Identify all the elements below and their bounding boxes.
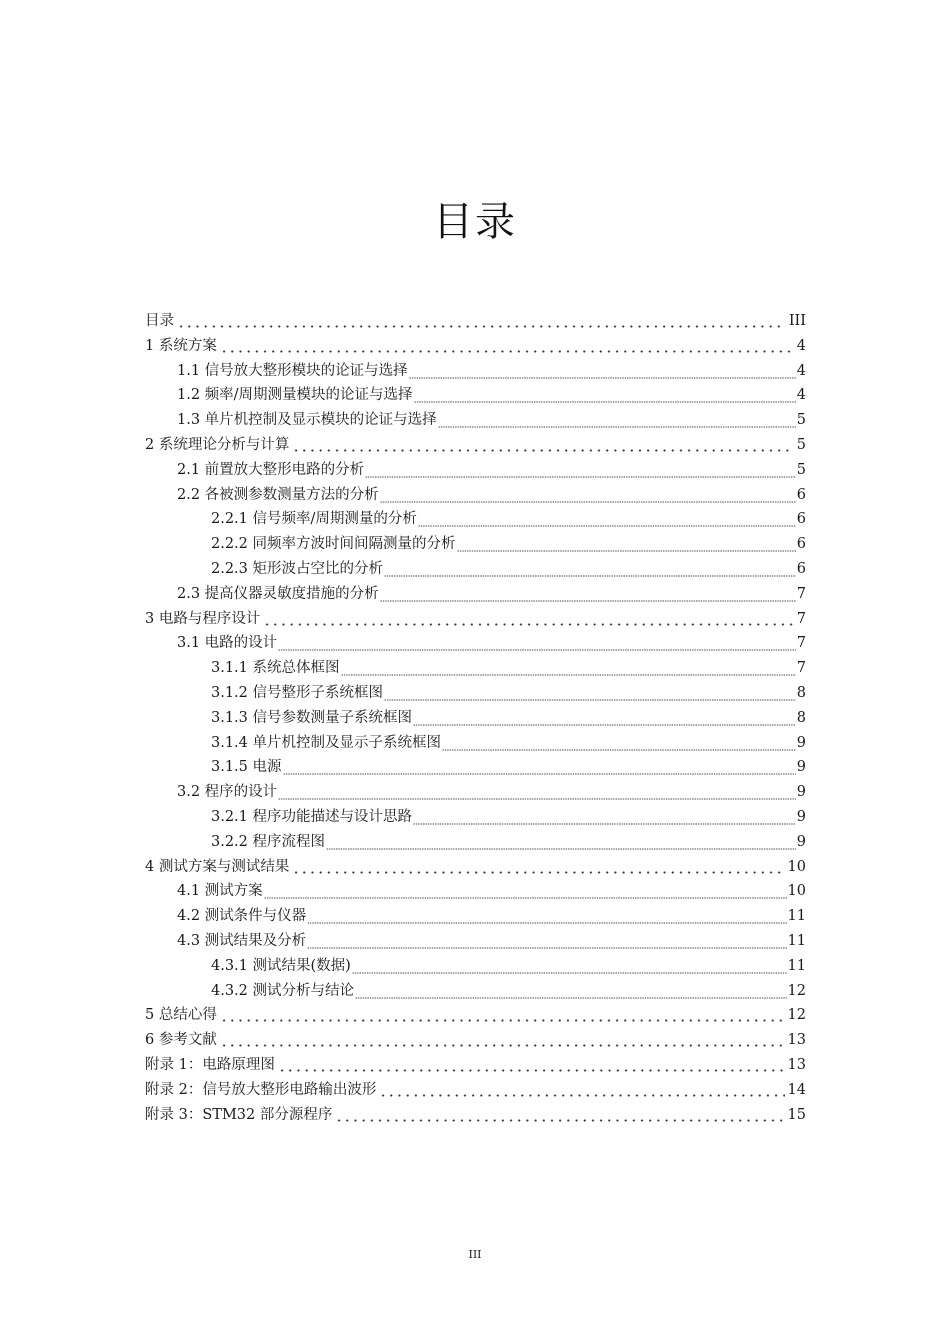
- toc-entry[interactable]: [145, 334, 806, 359]
- toc-entry-label: 附录 3：STM32 部分源程序: [145, 1106, 333, 1123]
- toc-entry-label: 4.2 测试条件与仪器: [177, 908, 307, 925]
- toc-entry[interactable]: [145, 532, 806, 557]
- toc-entry-label: 2.2.1 信号频率/周期测量的分析: [211, 511, 417, 528]
- toc-dot-leader: [413, 805, 796, 830]
- toc-entry[interactable]: [145, 1078, 806, 1103]
- toc-entry-label: 附录 2：信号放大整形电路输出波形: [145, 1081, 377, 1098]
- toc-entry[interactable]: [145, 309, 806, 334]
- toc-entry-label: 6 参考文献: [145, 1032, 217, 1049]
- toc-dot-leader: [307, 929, 786, 954]
- toc-entry-page: 14: [787, 1081, 806, 1098]
- toc-entry[interactable]: [145, 483, 806, 508]
- toc-dot-leader: [283, 755, 796, 780]
- toc-entry[interactable]: [145, 755, 806, 780]
- page-footer-number: III: [468, 1248, 482, 1261]
- toc-entry-label: 1.1 信号放大整形模块的论证与选择: [177, 362, 408, 379]
- toc-dot-leader: [457, 532, 796, 557]
- toc-entry[interactable]: [145, 631, 806, 656]
- toc-entry-page: 7: [796, 635, 806, 652]
- toc-entry-label: 1 系统方案: [145, 337, 217, 354]
- toc-entry-label: 5 总结心得: [145, 1007, 217, 1024]
- toc-entry[interactable]: [145, 879, 806, 904]
- toc-entry[interactable]: [145, 359, 806, 384]
- toc-entry[interactable]: [145, 408, 806, 433]
- toc-entry-page: 5: [796, 412, 806, 429]
- toc-entry-label: 3.1.2 信号整形子系统框图: [211, 684, 384, 701]
- toc-entry-label: 附录 1：电路原理图: [145, 1056, 275, 1073]
- toc-dot-leader: [177, 309, 786, 334]
- toc-entry-label: 3.1.3 信号参数测量子系统框图: [211, 709, 413, 726]
- toc-entry-label: 2.2.2 同频率方波时间间隔测量的分析: [211, 536, 456, 553]
- toc-dot-leader: [442, 731, 796, 756]
- toc-dot-leader: [278, 780, 796, 805]
- toc-entry-label: 2.1 前置放大整形电路的分析: [177, 461, 365, 478]
- toc-entry-page: 13: [787, 1032, 806, 1049]
- toc-dot-leader: [220, 1028, 785, 1053]
- toc-entry-page: 9: [796, 734, 806, 751]
- toc-entry[interactable]: [145, 1103, 806, 1128]
- toc-dot-leader: [355, 979, 787, 1004]
- toc-entry[interactable]: [145, 855, 806, 880]
- toc-entry-page: 4: [796, 362, 806, 379]
- toc-dot-leader: [352, 954, 787, 979]
- toc-entry-label: 目录: [145, 313, 174, 329]
- toc-dot-leader: [380, 483, 796, 508]
- toc-entry-page: 10: [787, 883, 806, 900]
- toc-dot-leader: [326, 830, 796, 855]
- toc-entry[interactable]: [145, 383, 806, 408]
- toc-dot-leader: [414, 383, 796, 408]
- toc-entry-page: 12: [787, 982, 806, 999]
- toc-dot-leader: [278, 1053, 785, 1078]
- toc-dot-leader: [335, 1103, 784, 1128]
- toc-entry[interactable]: [145, 607, 806, 632]
- toc-entry[interactable]: [145, 929, 806, 954]
- toc-entry[interactable]: [145, 507, 806, 532]
- toc-entry-page: 6: [796, 511, 806, 528]
- toc-dot-leader: [292, 433, 793, 458]
- toc-entry[interactable]: [145, 681, 806, 706]
- toc-entry-label: 2 系统理论分析与计算: [145, 436, 290, 453]
- toc-entry-page: 11: [787, 908, 806, 925]
- toc-entry[interactable]: [145, 731, 806, 756]
- toc-dot-leader: [438, 408, 796, 433]
- toc-dot-leader: [292, 855, 784, 880]
- toc-entry-label: 2.2 各被测参数测量方法的分析: [177, 486, 379, 503]
- toc-dot-leader: [307, 904, 786, 929]
- toc-entry[interactable]: [145, 458, 806, 483]
- toc-entry-label: 4.3.2 测试分析与结论: [211, 982, 355, 999]
- toc-dot-leader: [263, 607, 793, 632]
- toc-entry-page: 9: [796, 759, 806, 776]
- toc-entry-page: 9: [796, 833, 806, 850]
- toc-dot-leader: [379, 1078, 784, 1103]
- toc-entry-page: 7: [796, 660, 806, 677]
- toc-entry-page: 11: [787, 932, 806, 949]
- page-title: 目录: [433, 199, 517, 245]
- toc-entry-page: 7: [796, 610, 806, 627]
- toc-entry[interactable]: [145, 830, 806, 855]
- toc-entry[interactable]: [145, 1053, 806, 1078]
- toc-entry-label: 3.2.1 程序功能描述与设计思路: [211, 808, 413, 825]
- toc-entry[interactable]: [145, 1028, 806, 1053]
- toc-dot-leader: [418, 507, 796, 532]
- toc-entry-page: 9: [796, 808, 806, 825]
- toc-entry-label: 1.3 单片机控制及显示模块的论证与选择: [177, 412, 437, 429]
- toc-entry[interactable]: [145, 557, 806, 582]
- toc-entry-page: 13: [787, 1056, 806, 1073]
- toc-entry-label: 4.3 测试结果及分析: [177, 932, 307, 949]
- toc-dot-leader: [384, 557, 796, 582]
- toc-entry-page: 4: [796, 387, 806, 404]
- toc-entry-page: 6: [796, 536, 806, 553]
- toc-dot-leader: [341, 656, 796, 681]
- toc-entry-page: 10: [787, 858, 806, 875]
- table-of-contents: [145, 309, 806, 1127]
- toc-entry-label: 3.2.2 程序流程图: [211, 833, 326, 850]
- toc-entry-page: 8: [796, 709, 806, 726]
- toc-entry[interactable]: [145, 582, 806, 607]
- toc-dot-leader: [409, 359, 796, 384]
- toc-entry-label: 1.2 频率/周期测量模块的论证与选择: [177, 387, 413, 404]
- toc-dot-leader: [278, 631, 796, 656]
- toc-dot-leader: [220, 334, 794, 359]
- toc-entry[interactable]: [145, 1003, 806, 1028]
- toc-entry-page: 15: [787, 1106, 806, 1123]
- toc-entry-page: 5: [796, 461, 806, 478]
- toc-entry[interactable]: [145, 979, 806, 1004]
- toc-entry-page: 6: [796, 560, 806, 577]
- toc-entry-page: 4: [796, 337, 806, 354]
- toc-entry-label: 4.1 测试方案: [177, 883, 263, 900]
- toc-dot-leader: [380, 582, 796, 607]
- toc-dot-leader: [264, 879, 787, 904]
- toc-entry[interactable]: [145, 805, 806, 830]
- toc-entry-page: 12: [787, 1007, 806, 1024]
- toc-entry-label: 3.1.5 电源: [211, 759, 282, 776]
- toc-entry-page: 8: [796, 684, 806, 701]
- toc-entry-page: 9: [796, 784, 806, 801]
- toc-entry-page: 5: [796, 436, 806, 453]
- toc-dot-leader: [413, 706, 796, 731]
- toc-entry[interactable]: [145, 433, 806, 458]
- toc-entry[interactable]: [145, 954, 806, 979]
- toc-entry-label: 4 测试方案与测试结果: [145, 858, 290, 875]
- toc-dot-leader: [220, 1003, 785, 1028]
- toc-entry-page: 6: [796, 486, 806, 503]
- toc-dot-leader: [365, 458, 796, 483]
- toc-entry[interactable]: [145, 706, 806, 731]
- toc-entry[interactable]: [145, 904, 806, 929]
- toc-entry-page: 11: [787, 957, 806, 974]
- toc-entry-label: 3.2 程序的设计: [177, 784, 278, 801]
- toc-entry-label: 3.1.4 单片机控制及显示子系统框图: [211, 734, 442, 751]
- toc-entry-label: 4.3.1 测试结果(数据): [211, 957, 351, 974]
- toc-dot-leader: [384, 681, 796, 706]
- toc-entry-label: 3 电路与程序设计: [145, 610, 261, 627]
- toc-entry[interactable]: [145, 656, 806, 681]
- toc-entry-label: 3.1.1 系统总体框图: [211, 660, 340, 677]
- toc-entry-page: III: [788, 313, 806, 329]
- toc-entry[interactable]: [145, 780, 806, 805]
- toc-entry-page: 7: [796, 585, 806, 602]
- toc-entry-label: 2.2.3 矩形波占空比的分析: [211, 560, 384, 577]
- toc-entry-label: 2.3 提高仪器灵敏度措施的分析: [177, 585, 379, 602]
- toc-entry-label: 3.1 电路的设计: [177, 635, 278, 652]
